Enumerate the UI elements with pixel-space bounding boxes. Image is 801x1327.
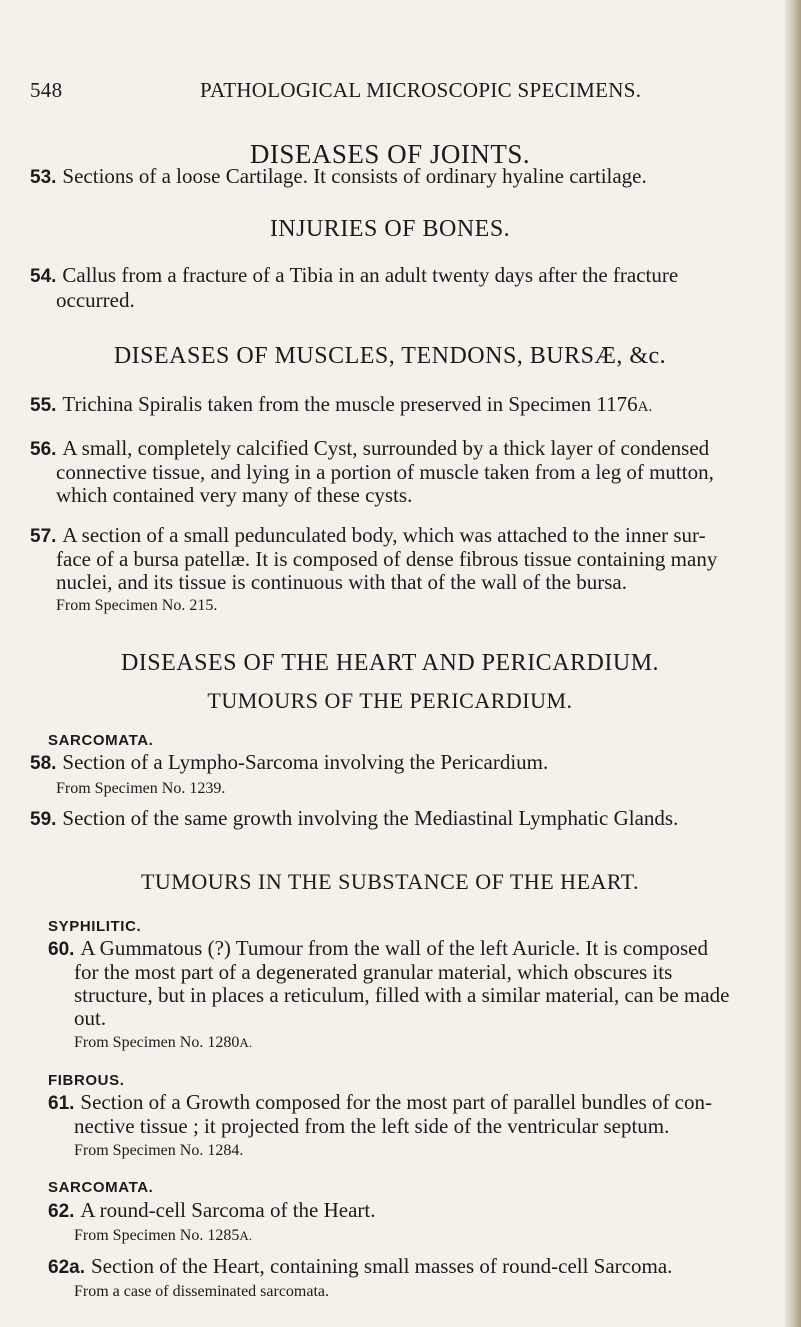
heading-diseases-of-joints: DISEASES OF JOINTS.	[249, 139, 531, 169]
entry-61-source: From Specimen No. 1284.	[74, 1142, 244, 1159]
entry-text-line: A Gummatous (?) Tumour from the wall of the left Auricle. It is composed	[80, 936, 708, 960]
entry-number: 58.	[30, 753, 57, 774]
source-text: From Specimen No. 1285	[74, 1227, 240, 1244]
entry-61	[48, 1091, 712, 1115]
entry-text: Trichina Spiralis taken from the muscle preserved in Specimen 1176	[62, 392, 638, 416]
entry-54-continuation: occurred.	[56, 288, 135, 312]
entry-text-line: Section of a Growth composed for the most part of parallel bundles of con-	[80, 1090, 713, 1114]
entry-55	[30, 393, 652, 419]
entry-56	[30, 437, 709, 461]
subsection-fibrous: FIBROUS.	[48, 1072, 125, 1089]
heading-diseases-of-heart: DISEASES OF THE HEART AND PERICARDIUM.	[120, 650, 660, 676]
source-text: From Specimen No. 1280	[74, 1034, 240, 1051]
entry-58-source: From Specimen No. 1239.	[56, 780, 226, 797]
entry-number: 59.	[30, 809, 57, 830]
entry-56-line-3: which contained very many of these cysts.	[56, 483, 413, 507]
heading-diseases-of-muscles: DISEASES OF MUSCLES, TENDONS, BURSÆ, &c.	[113, 343, 667, 369]
entry-number: 53.	[30, 167, 57, 188]
entry-60-line-3: structure, but in places a reticulum, filled with a similar material, can be made	[74, 983, 730, 1007]
specimen-suffix: A.	[239, 1228, 252, 1243]
entry-text: Section of the Heart, containing small masses of round-cell Sarcoma.	[90, 1254, 673, 1278]
specimen-suffix: A.	[637, 399, 653, 415]
entry-number: 57.	[30, 526, 57, 547]
entry-number: 61.	[48, 1093, 75, 1114]
entry-text: Section of the same growth involving the Mediastinal Lymphatic Glands.	[62, 806, 679, 830]
entry-number: 62.	[48, 1201, 75, 1222]
running-title: PATHOLOGICAL MICROSCOPIC SPECIMENS.	[200, 78, 642, 102]
entry-text: Sections of a loose Cartilage. It consists of ordinary hyaline cartilage.	[62, 164, 647, 188]
entry-57-line-2: face of a bursa patellæ. It is composed of dense fibrous tissue containing many	[56, 547, 718, 571]
entry-62	[48, 1199, 375, 1223]
entry-57-source: From Specimen No. 215.	[56, 597, 218, 614]
entry-60-line-2: for the most part of a degenerated granular material, which obscures its	[74, 960, 673, 984]
entry-number: 55.	[30, 395, 57, 416]
entry-number: 60.	[48, 939, 75, 960]
entry-59	[30, 807, 678, 831]
heading-injuries-of-bones: INJURIES OF BONES.	[269, 216, 511, 242]
entry-number: 54.	[30, 266, 57, 287]
page-number: 548	[30, 78, 63, 102]
entry-60-line-4: out.	[74, 1006, 107, 1030]
entry-60-source	[74, 1034, 252, 1052]
entry-text-line: Callus from a fracture of a Tibia in an adult twenty days after the fracture	[62, 263, 679, 287]
entry-53	[30, 165, 647, 189]
entry-60	[48, 937, 708, 961]
entry-57	[30, 524, 706, 548]
entry-62-source	[74, 1227, 252, 1245]
subsection-sarcomata: SARCOMATA.	[48, 732, 154, 749]
entry-61-line-2: nective tissue ; it projected from the left side of the ventricular septum.	[74, 1114, 670, 1138]
entry-text: A round-cell Sarcoma of the Heart.	[80, 1198, 376, 1222]
entry-57-line-3: nuclei, and its tissue is continuous with that of the wall of the bursa.	[56, 570, 627, 594]
entry-62a-source: From a case of disseminated sarcomata.	[74, 1283, 330, 1300]
running-header	[30, 78, 641, 103]
specimen-suffix: A.	[239, 1035, 252, 1050]
entry-text: Section of a Lympho-Sarcoma involving the Pericardium.	[62, 750, 549, 774]
entry-58	[30, 751, 548, 775]
entry-56-line-2: connective tissue, and lying in a portion of muscle taken from a leg of mutton,	[56, 460, 714, 484]
entry-text-line: A section of a small pedunculated body, which was attached to the inner sur-	[62, 523, 706, 547]
entry-number: 62a.	[48, 1257, 85, 1278]
subheading-tumours-pericardium: TUMOURS OF THE PERICARDIUM.	[207, 688, 573, 713]
subsection-sarcomata: SARCOMATA.	[48, 1179, 154, 1196]
entry-54	[30, 264, 678, 288]
subheading-tumours-substance-heart: TUMOURS IN THE SUBSTANCE OF THE HEART.	[140, 869, 640, 894]
subsection-syphilitic: SYPHILITIC.	[48, 918, 142, 935]
entry-text-line: A small, completely calcified Cyst, surrounded by a thick layer of condensed	[62, 436, 710, 460]
entry-62a	[48, 1255, 672, 1279]
entry-number: 56.	[30, 439, 57, 460]
